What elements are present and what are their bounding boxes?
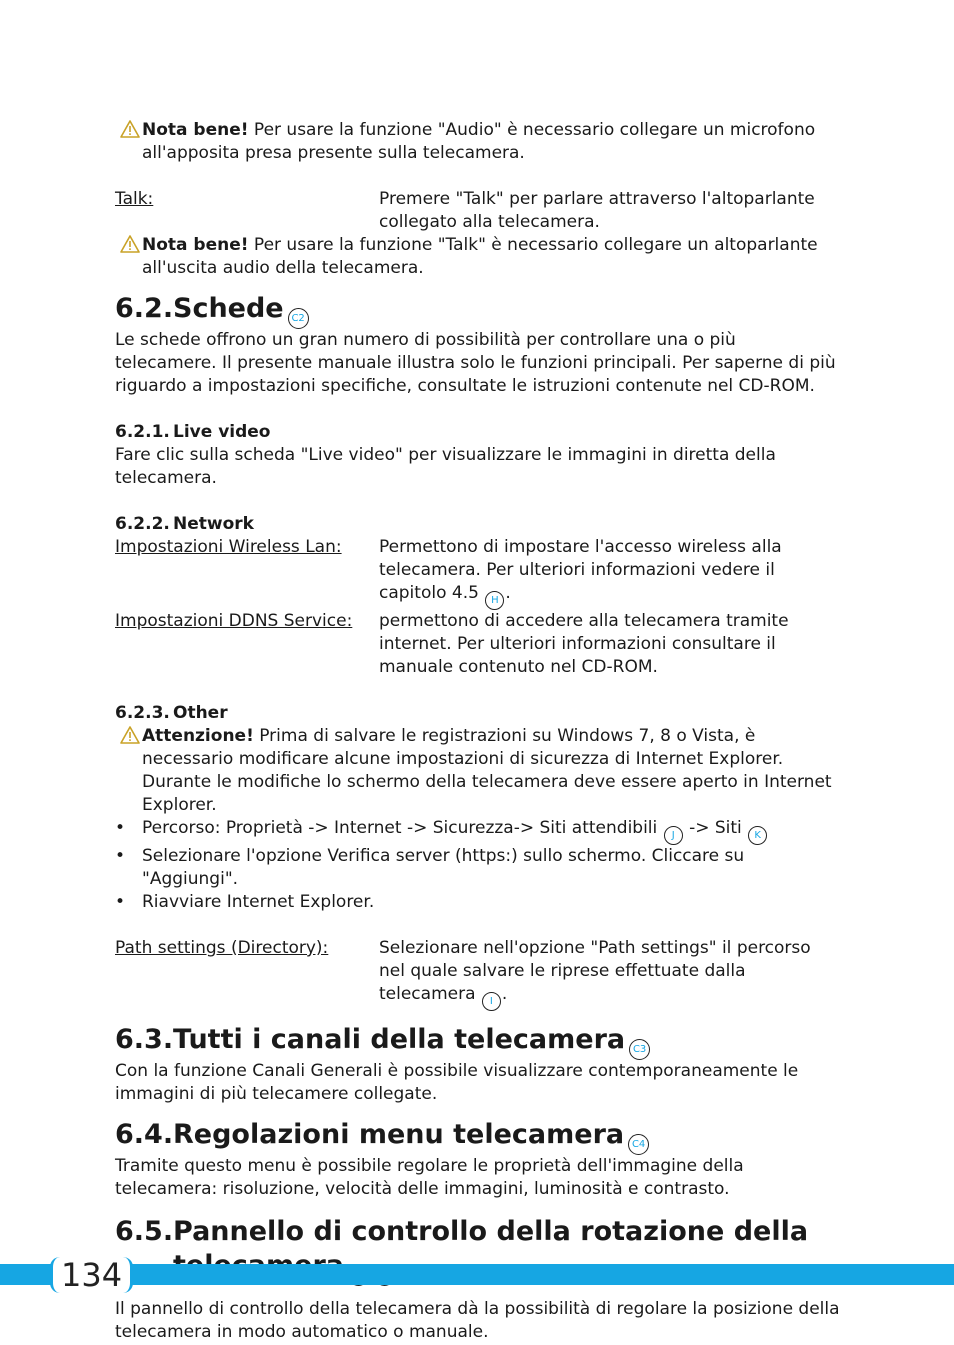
list-item-text: Percorso: Proprietà -> Internet -> Sicurezza-> Siti attendibili — [142, 818, 658, 838]
section-heading-6-2 — [115, 292, 840, 329]
punctuation: . — [505, 583, 511, 603]
bullet: • — [115, 846, 126, 866]
page-content — [115, 119, 840, 1344]
section-title: Tutti i canali della telecamera — [173, 1024, 626, 1055]
section-body: Le schede offrono un gran numero di possibilità per controllare una o più telecamere. Il presente manuale illustra solo le funzioni principali. Per saperne di più riguardo a impostazioni specifiche, consultate le istruzioni contenute nel CD-ROM. — [115, 330, 836, 396]
talk-value: Premere "Talk" per parlare attraverso l'altoparlante collegato alla telecamera. — [379, 189, 815, 232]
wireless-lan-value: Permettono di impostare l'accesso wireless alla telecamera. Per ulteriori informazioni vedere il capitolo 4.5 — [379, 537, 782, 603]
list-item — [115, 817, 840, 845]
note-label: Nota bene! — [142, 120, 249, 140]
path-settings-value: Selezionare nell'opzione "Path settings" il percorso nel quale salvare le riprese effettuate dalla telecamera — [379, 938, 811, 1004]
warning-icon — [120, 726, 140, 744]
section-title: Regolazioni menu telecamera — [173, 1119, 625, 1150]
bullet: • — [115, 818, 126, 838]
section-title: Schede — [173, 293, 284, 324]
note-audio — [115, 119, 840, 165]
subsection-heading-6-2-2 — [115, 513, 840, 536]
subsection-number: 6.2.3. — [115, 703, 170, 723]
list-item — [115, 845, 840, 891]
section-title: Pannello di controllo della rotazione della — [173, 1216, 809, 1247]
note-talk — [115, 234, 840, 280]
ddns-row — [115, 610, 840, 679]
bullet: • — [115, 892, 126, 912]
attention-label: Attenzione! — [142, 726, 254, 746]
subsection-number: 6.2.1. — [115, 422, 170, 442]
section-number: 6.2. — [115, 293, 174, 324]
list-item-text: Riavviare Internet Explorer. — [142, 892, 375, 912]
note-text: Per usare la funzione "Audio" è necessario collegare un microfono all'apposita presa presente sulla telecamera. — [142, 120, 816, 163]
ref-badge: J — [664, 826, 683, 845]
list-item-text: -> Siti — [689, 818, 742, 838]
ref-badge: C2 — [288, 308, 309, 329]
list-item — [115, 891, 840, 914]
section-body: Con la funzione Canali Generali è possibile visualizzare contemporaneamente le immagini di più telecamere collegate. — [115, 1061, 799, 1104]
subsection-body: Fare clic sulla scheda "Live video" per visualizzare le immagini in diretta della telecamera. — [115, 445, 776, 488]
note-attention — [115, 725, 840, 817]
subsection-title: Live video — [173, 422, 271, 442]
ddns-value: permettono di accedere alla telecamera tramite internet. Per ulteriori informazioni consultare il manuale contenuto nel CD-ROM. — [379, 611, 789, 677]
path-settings-key: Path settings (Directory): — [115, 938, 329, 958]
page-number-box — [50, 1257, 133, 1293]
section-body: Tramite questo menu è possibile regolare le proprietà dell'immagine della telecamera: risoluzione, velocità delle immagini, luminosità e contrasto. — [115, 1156, 744, 1199]
subsection-heading-6-2-1 — [115, 421, 840, 444]
ref-badge: C4 — [628, 1134, 649, 1155]
talk-row — [115, 188, 840, 234]
subsection-number: 6.2.2. — [115, 514, 170, 534]
ddns-key: Impostazioni DDNS Service: — [115, 611, 353, 631]
section-heading-6-4 — [115, 1118, 840, 1155]
ref-badge: H — [485, 591, 504, 610]
bullet-list — [115, 817, 840, 914]
wireless-lan-row — [115, 536, 840, 610]
warning-icon — [120, 120, 140, 138]
section-number: 6.3. — [115, 1024, 174, 1055]
subsection-heading-6-2-3 — [115, 702, 840, 725]
punctuation: . — [501, 984, 508, 1004]
attention-text: Prima di salvare le registrazioni su Windows 7, 8 o Vista, è necessario modificare alcune impostazioni di sicurezza di Internet Explorer. Durante le modifiche lo schermo della telecamera deve essere aperto in Internet Explorer. — [142, 726, 832, 815]
wireless-lan-key: Impostazioni Wireless Lan: — [115, 537, 342, 557]
section-number: 6.5. — [115, 1216, 174, 1247]
talk-key: Talk: — [115, 189, 154, 209]
ref-badge: K — [748, 826, 767, 845]
subsection-title: Network — [173, 514, 254, 534]
subsection-title: Other — [173, 703, 228, 723]
list-item-text: Selezionare l'opzione Verifica server (https:) sullo schermo. Cliccare su "Aggiungi". — [142, 846, 745, 889]
section-body: Il pannello di controllo della telecamera dà la possibilità di regolare la posizione della telecamera in modo automatico o manuale. — [115, 1299, 840, 1342]
ref-badge: C3 — [629, 1039, 650, 1060]
warning-icon — [120, 235, 140, 253]
note-text: Per usare la funzione "Talk" è necessario collegare un altoparlante all'uscita audio della telecamera. — [142, 235, 818, 278]
footer-bar — [0, 1264, 954, 1285]
path-settings-row — [115, 937, 840, 1011]
section-heading-6-3 — [115, 1023, 840, 1060]
note-label: Nota bene! — [142, 235, 249, 255]
page-number: 134 — [61, 1256, 123, 1294]
section-number: 6.4. — [115, 1119, 174, 1150]
ref-badge: I — [482, 992, 501, 1011]
